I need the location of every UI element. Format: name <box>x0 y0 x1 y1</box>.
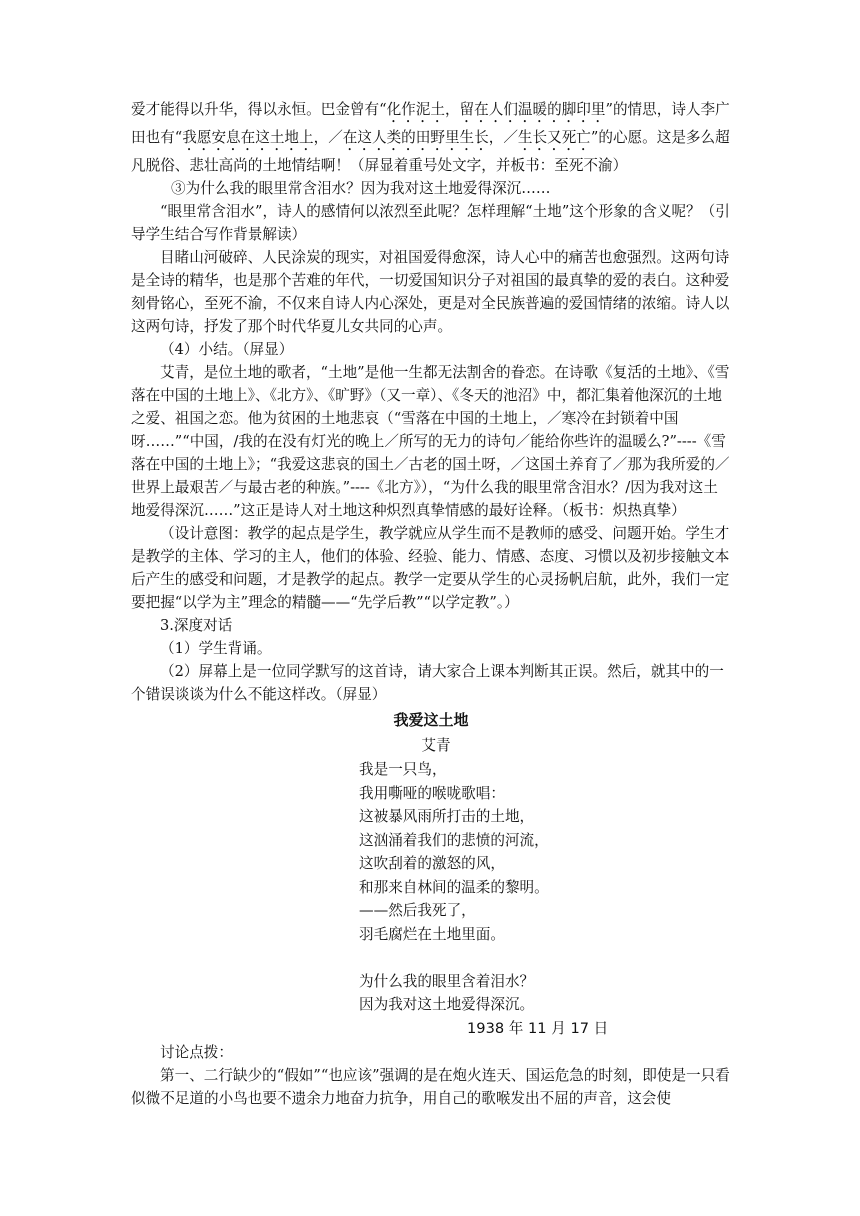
question-3: ③为什么我的眼里常含泪水？因为我对这土地爱得深沉…… <box>171 180 551 197</box>
paragraph-recite: （1）学生背诵。 <box>160 640 272 657</box>
poem-line: 为什么我的眼里含着泪水？ <box>359 972 535 990</box>
poem-line: 这被暴风雨所打击的土地， <box>359 808 535 825</box>
discussion-heading: 讨论点拨： <box>160 1043 233 1061</box>
paragraph-aiqing: 艾青，是位土地的歌者，“土地”是他一生都无法割舍的眷恋。在诗歌《复活的土地》、《雪落在中国的土地上》、《北方》、《旷野》（又一章）、《冬天的池沼》中，都汇集着他深沉的土地之爱、祖国之恋。他为贫困的土地悲哀（“雪落在中国的土地上，／寒冷在封锁着中国呀……”“中国，/我的在没有灯光的晚上／所写的无力的诗句／能给你些许的温暖么?”----《雪落在中国的土地上》；“我爱这悲哀的国土／古老的国土呀，／这国土养育了／那为我所爱的／世界上最艰苦／与最古老的种族。”----《北方》），“为什么我的眼里常含泪水？/因为我对这土地爱得深沉……”这正是诗人对土地这种炽烈真挚情感的最好诠释。（板书：炽热真挚） <box>131 364 730 519</box>
stanza-break <box>359 946 731 970</box>
document-page <box>131 98 731 1110</box>
emphasized-quote-liguangtian: 我愿安息在这土地上，／在这人类的田野里生长，／生长又死亡 <box>182 129 591 146</box>
text-run: ”的心愿。这是多么超凡脱俗、悲壮高尚的土地情结啊！（屏显着重号处文字，并板书：至死不渝） <box>131 129 730 174</box>
poem-date: 1938 年 11 月 17 日 <box>467 1019 609 1037</box>
poem-line: 这汹涌着我们的悲愤的河流， <box>359 831 549 849</box>
poem-line: 我用嘶哑的喉咙歌唱： <box>359 784 505 802</box>
poem-line: 和那来自林间的温柔的黎明。 <box>359 878 549 896</box>
poem-line: 这吹刮着的激怒的风， <box>359 855 505 872</box>
paragraph-screen-poem: （2）屏幕上是一位同学默写的这首诗，请大家合上课本判断其正误。然后，就其中的一个错误谈谈为什么不能这样改。（屏显） <box>131 663 724 703</box>
paragraph-background: 目睹山河破碎、人民涂炭的现实，对祖国爱得愈深，诗人心中的痛苦也愈强烈。这两句诗是全诗的精华，也是那个苦难的年代，一切爱国知识分子对祖国的最真挚的爱的表白。这种爱刻骨铭心，至死不渝，不仅来自诗人内心深处，更是对全民族普遍的爱国情绪的浓缩。诗人以这两句诗，抒发了那个时代华夏儿女共同的心声。 <box>131 249 730 335</box>
poem-line: 因为我对这土地爱得深沉。 <box>359 996 535 1013</box>
poem-line: ——然后我死了， <box>359 902 476 919</box>
poem-line: 羽毛腐烂在土地里面。 <box>359 925 505 943</box>
paragraph-design-intent: （设计意图：教学的起点是学生，教学就应从学生而不是教师的感受、问题开始。学生才是教学的主体、学习的主人，他们的体验、经验、能力、情感、态度、习惯以及初步接触文本后产生的感受和问题，才是教学的起点。教学一定要从学生的心灵扬帆启航，此外，我们一定要把握“以学为主”理念的精髓——“先学后教”“以学定教”。） <box>131 525 730 611</box>
text-run: ”的情思，诗人李广田也有“ <box>131 101 730 146</box>
text-run: 爱才能得以升华，得以永恒。巴金曾有“ <box>131 101 387 118</box>
poem-line: 我是一只鸟， <box>359 761 447 778</box>
section-summary-heading: （4）小结。（屏显） <box>160 341 294 358</box>
paragraph-tears: “眼里常含泪水”，诗人的感情何以浓烈至此呢？怎样理解“土地”这个形象的含义呢？（引导学生结合写作背景解读） <box>131 203 730 243</box>
poem-author: 艾青 <box>421 737 451 754</box>
emphasized-quote-bajin: 化作泥土，留在人们温暖的脚印里 <box>386 101 606 118</box>
poem-title: 我爱这土地 <box>393 711 469 729</box>
section-deep-dialogue: 3.深度对话 <box>160 617 233 634</box>
paragraph-love-land <box>131 98 731 177</box>
paragraph-discussion-1: 第一、二行缺少的“假如”“也应该”强调的是在炮火连天、国运危急的时刻，即使是一只看似微不足道的小鸟也要不遗余力地奋力抗争，用自己的歌喉发出不屈的声音，这会使 <box>131 1066 730 1107</box>
poem-body <box>359 758 731 1017</box>
